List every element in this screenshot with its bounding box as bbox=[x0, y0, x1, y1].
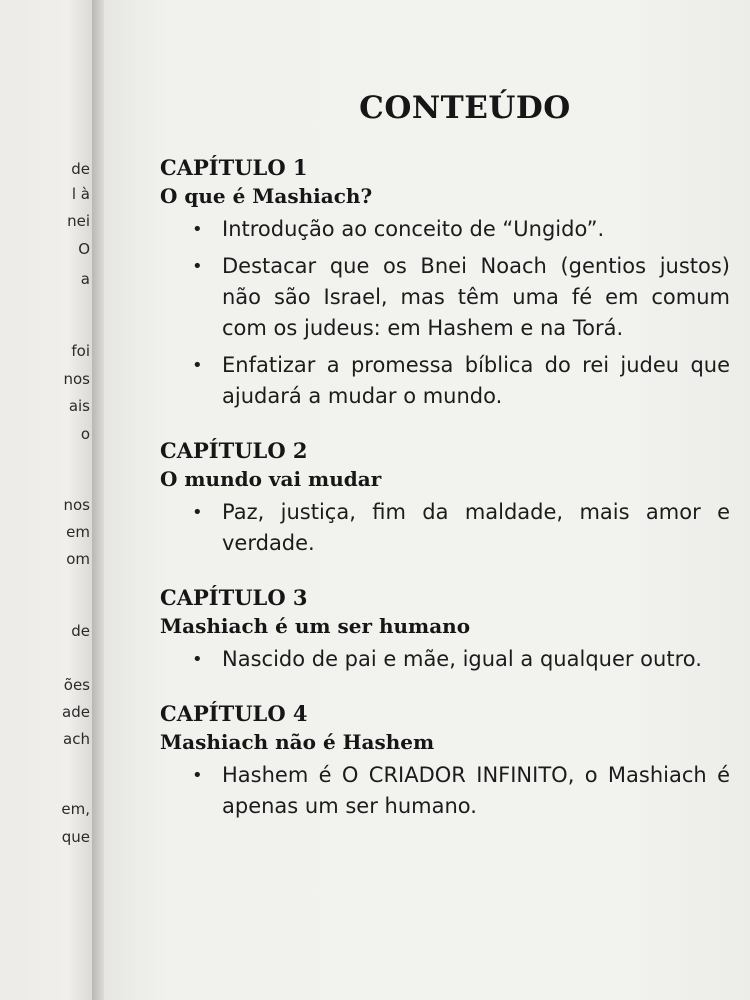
left-page-fragment: foi bbox=[71, 342, 90, 360]
bullet-item bbox=[160, 214, 730, 245]
chapter-number: CAPÍTULO 3 bbox=[160, 585, 308, 610]
bullet-text: Enfatizar a promessa bíblica do rei judeu que ajudará a mudar o mundo. bbox=[222, 353, 730, 408]
bullet-item bbox=[160, 251, 730, 344]
left-page-fragment: que bbox=[61, 828, 90, 846]
chapter-number: CAPÍTULO 2 bbox=[160, 438, 308, 463]
chapter-entry bbox=[160, 584, 730, 675]
left-page-fragment: o bbox=[80, 425, 90, 443]
previous-page bbox=[0, 0, 96, 1000]
bullet-text: Paz, justiça, fim da maldade, mais amor e verdade. bbox=[222, 500, 730, 555]
bullet-icon: • bbox=[192, 649, 203, 670]
bullet-text: Hashem é O CRIADOR INFINITO, o Mashiach é apenas um ser humano. bbox=[222, 763, 730, 818]
chapter-title: Mashiach é um ser humano bbox=[160, 614, 471, 638]
left-page-fragment: de bbox=[71, 622, 90, 640]
chapter-title: O mundo vai mudar bbox=[160, 467, 382, 491]
bullet-text: Nascido de pai e mãe, igual a qualquer outro. bbox=[222, 647, 702, 671]
left-page-fragment: O bbox=[78, 240, 90, 258]
bullet-icon: • bbox=[192, 502, 203, 523]
left-page-fragment: ões bbox=[63, 676, 90, 694]
left-page-fragment: ach bbox=[63, 730, 90, 748]
chapter-title: Mashiach não é Hashem bbox=[160, 730, 435, 754]
left-page-fragment: em, bbox=[61, 800, 90, 818]
page-title: CONTEÚDO bbox=[359, 90, 571, 126]
bullet-item bbox=[160, 644, 730, 675]
left-page-fragment: de bbox=[71, 160, 90, 178]
bullet-text: Introdução ao conceito de “Ungido”. bbox=[222, 217, 605, 241]
chapter-bullets bbox=[160, 497, 730, 559]
chapter-bullets bbox=[160, 644, 730, 675]
chapter-entry bbox=[160, 700, 730, 822]
chapter-title: O que é Mashiach? bbox=[160, 184, 373, 208]
left-page-fragment: ais bbox=[68, 397, 90, 415]
bullet-item bbox=[160, 350, 730, 412]
chapter-number: CAPÍTULO 1 bbox=[160, 155, 308, 180]
bullet-icon: • bbox=[192, 765, 203, 786]
bullet-icon: • bbox=[192, 219, 203, 240]
bullet-icon: • bbox=[192, 256, 203, 277]
left-page-fragment: nei bbox=[67, 212, 90, 230]
bullet-icon: • bbox=[192, 355, 203, 376]
chapter-number: CAPÍTULO 4 bbox=[160, 701, 308, 726]
chapter-bullets bbox=[160, 760, 730, 822]
left-page-fragment: nos bbox=[63, 496, 90, 514]
left-page-fragment: a bbox=[80, 270, 90, 288]
left-page-fragment: l à bbox=[71, 185, 90, 203]
table-of-contents bbox=[160, 90, 730, 847]
chapter-bullets bbox=[160, 214, 730, 412]
bullet-text: Destacar que os Bnei Noach (gentios justos) não são Israel, mas têm uma fé em comum com os judeus: em Hashem e na Torá. bbox=[222, 254, 730, 340]
left-page-fragment: em bbox=[66, 523, 90, 541]
chapter-entry bbox=[160, 154, 730, 412]
bullet-item bbox=[160, 497, 730, 559]
contents-page bbox=[104, 0, 750, 1000]
bullet-item bbox=[160, 760, 730, 822]
left-page-fragment: nos bbox=[63, 370, 90, 388]
chapter-entry bbox=[160, 437, 730, 559]
left-page-fragment: ade bbox=[62, 703, 90, 721]
left-page-fragment: om bbox=[66, 550, 90, 568]
